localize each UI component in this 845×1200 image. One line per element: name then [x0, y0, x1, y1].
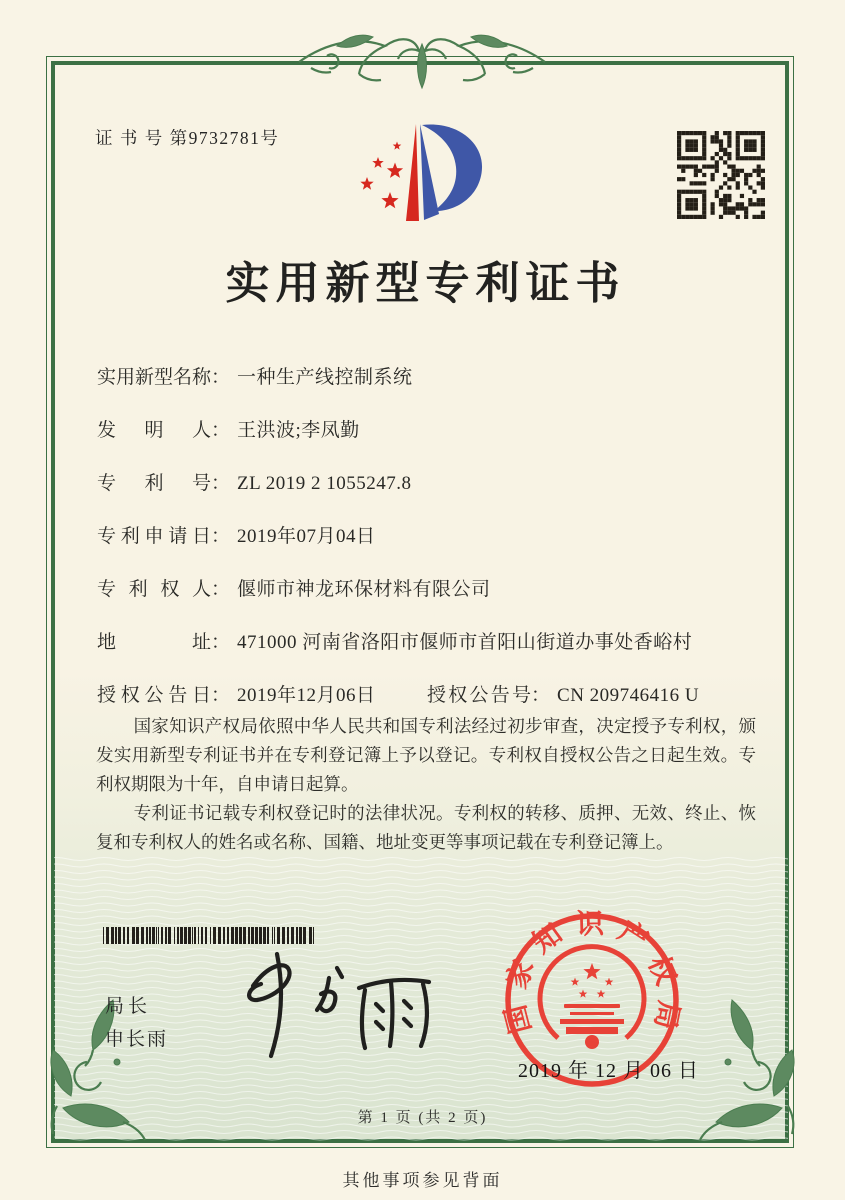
page-indicator: 第 1 页 (共 2 页)	[357, 1110, 488, 1126]
director-signature	[233, 944, 445, 1066]
field-colon: ：	[211, 579, 231, 600]
field-colon: ：	[211, 367, 231, 388]
field-row-grant	[97, 680, 757, 706]
field-colon: ：	[211, 526, 231, 547]
legal-paragraph-grant: 国家知识产权局依照中华人民共和国专利法经过初步审查，决定授予专利权，颁发实用新型专利证书并在专利登记簿上予以登记。专利权自授权公告之日起生效。专利权期限为十年，自申请日起算。	[96, 716, 756, 794]
director-name: 申长雨	[105, 1029, 169, 1050]
qr-code	[677, 131, 765, 219]
corner-ornament-right	[698, 996, 818, 1154]
field-colon: ：	[211, 685, 231, 706]
corner-ornament-left	[27, 996, 147, 1154]
seal-date: 2019 年 12 月 06 日	[518, 1060, 699, 1082]
field-row-patent-no	[97, 468, 757, 494]
field-value: ZL 2019 2 1055247.8	[237, 473, 412, 494]
field-value: 偃师市神龙环保材料有限公司	[237, 579, 491, 600]
field-value: 一种生产线控制系统	[237, 367, 413, 388]
field-colon: ：	[211, 420, 231, 441]
field-row-address	[97, 627, 757, 653]
field-value: 471000 河南省洛阳市偃师市首阳山街道办事处香峪村	[237, 632, 693, 653]
field-label: 发明人	[97, 420, 211, 441]
field-colon: ：	[211, 632, 231, 653]
grant-announcement-number	[427, 680, 699, 707]
certificate-title: 实用新型专利证书	[225, 259, 626, 308]
field-label: 实用新型名称	[97, 367, 212, 388]
top-border-ornament	[297, 20, 547, 94]
field-label: 专利权人	[97, 579, 211, 600]
field-row-inventor	[97, 415, 757, 441]
field-value: 2019年12月06日	[237, 685, 376, 706]
legal-paragraph-register: 专利证书记载专利权登记时的法律状况。专利权的转移、质押、无效、终止、恢复和专利权人的姓名或名称、国籍、地址变更等事项记载在专利登记簿上。	[96, 803, 756, 852]
field-label: 专利申请日	[97, 526, 211, 547]
field-label: 地址	[97, 632, 211, 653]
director-title: 局长	[105, 996, 152, 1017]
field-row-filing-date	[97, 521, 757, 547]
national-emblem	[540, 947, 644, 1049]
field-label: 授权公告号	[427, 685, 531, 706]
field-value: 2019年07月04日	[237, 526, 376, 547]
field-value: 王洪波;李凤勤	[237, 420, 360, 441]
certificate-number: 证 书 号 第9732781号	[95, 128, 280, 148]
field-row-patentee	[97, 574, 757, 600]
field-label: 专利号	[97, 473, 211, 494]
field-value: CN 209746416 U	[557, 685, 700, 706]
field-label: 授权公告日	[97, 685, 211, 706]
seal-text: 国家知识产权局	[500, 908, 684, 1037]
patent-office-logo	[340, 113, 520, 235]
field-row-name	[97, 362, 757, 388]
field-colon: ：	[531, 685, 551, 706]
field-colon: ：	[211, 473, 231, 494]
barcode	[103, 927, 319, 944]
legal-text-block	[96, 712, 756, 857]
back-note: 其他事项参见背面	[342, 1171, 503, 1190]
